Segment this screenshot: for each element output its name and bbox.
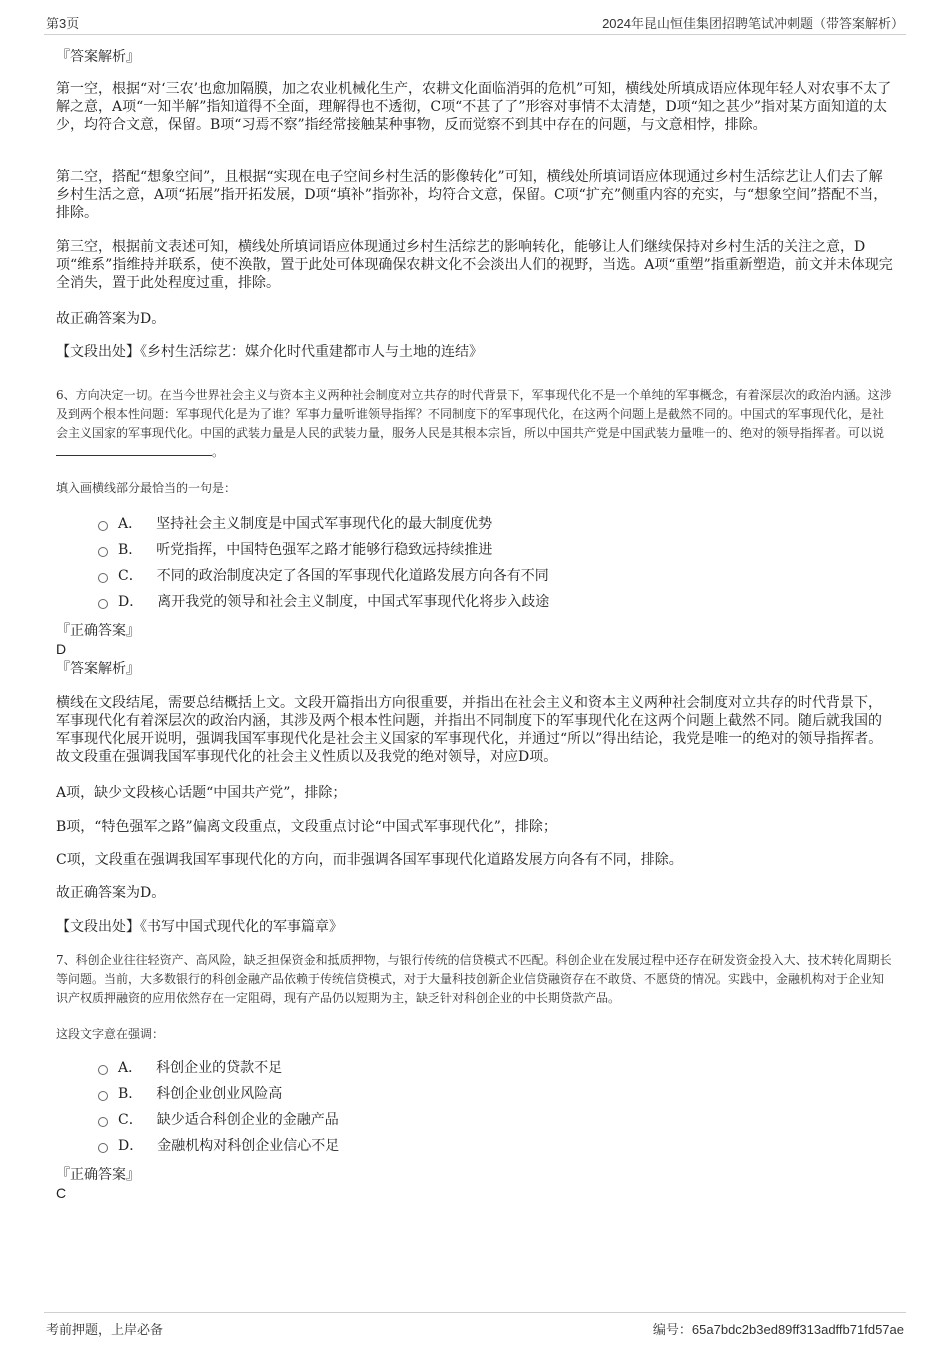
document-id: 编号：65a7bdc2b3ed89ff313adffb71fd57ae xyxy=(652,1322,904,1337)
q7-stem: 7、科创企业往往轻资产、高风险，缺乏担保资金和抵质押物，与银行传统的信贷模式不匹配。科创企业在发展过程中还存在研发资金投入大、技术转化周期长等问题。当前，大多数银行的科创金融产品依赖于传统信贷模式，对于大量科技创新企业信贷融资存在不敢贷、不愿贷的情况。实践中，金融机构对于企业知识产权质押融资的应用依然存在一定阻碍，现有产品仍以短期为主，缺乏针对科创企业的中长期贷款产品。 xyxy=(56,953,892,1005)
q6-stem-text: 6、方向决定一切。在当今世界社会主义与资本主义两种社会制度对立共存的时代背景下，军事现代化不是一个单纯的军事概念，有着深层次的政治内涵。这涉及到两个根本性问题：军事现代化是为了谁？军事力量听谁领导指挥？不同制度下的军事现代化，在这两个问题上是截然不同的。中国式的军事现代化，是社会主义国家的军事现代化。中国的武装力量是人民的武装力量，服务人民是其根本宗旨，所以中国共产党是中国武装力量唯一的、绝对的领导指挥者。可以说 xyxy=(56,388,892,440)
q6-note-c: C项，文段重在强调我国军事现代化的方向，而非强调各国军事现代化道路发展方向各有不同，排除。 xyxy=(56,852,683,868)
q6-analysis-label: 『答案解析』 xyxy=(56,661,140,677)
q5-analysis-label: 『答案解析』 xyxy=(56,49,140,65)
q6-note-b: B项，“特色强军之路”偏离文段重点，文段重点讨论“中国式军事现代化”，排除； xyxy=(56,819,557,835)
q7-option-b[interactable]: B． 科创企业创业风险高 xyxy=(98,1084,282,1104)
q5-analysis-para-3: 第三空，根据前文表述可知，横线处所填词语应体现通过乡村生活综艺的影响转化，能够让人们继续保持对乡村生活的关注之意，D项“维系”指维持并联系，使不涣散，置于此处可体现确保农耕文化不会淡出人们的视野，当选。A项“重塑”指重新塑造，前文并未体现完全消失，置于此处程度过重，排除。 xyxy=(56,239,893,291)
q7-option-c[interactable]: C． 缺少适合科创企业的金融产品 xyxy=(98,1110,339,1130)
q5-analysis-para-1: 第一空，根据“对‘三农’也愈加隔膜，加之农业机械化生产，农耕文化面临消弭的危机”可知，横线处所填成语应体现年轻人对农事不太了解之意，A项“一知半解”指知道得不全面，理解得也不透彻，C项“不甚了了”形容对事情不太清楚，D项“知之甚少”指对某方面知道的太少，均符合文意，保留。B项“习焉不察”指经常接触某种事物，反而觉察不到其中存在的问题，与文意相悖，排除。 xyxy=(56,81,892,133)
q5-conclusion: 故正确答案为D。 xyxy=(56,311,166,327)
radio-icon[interactable] xyxy=(98,1091,108,1101)
q5-source: 【文段出处】《乡村生活综艺：媒介化时代重建都市人与土地的连结》 xyxy=(56,344,483,360)
q6-option-b[interactable]: B． 听党指挥，中国特色强军之路才能够行稳致远持续推进 xyxy=(98,540,492,560)
q6-option-a[interactable]: A． 坚持社会主义制度是中国式军事现代化的最大制度优势 xyxy=(98,514,492,534)
radio-icon[interactable] xyxy=(98,1117,108,1127)
q6-answer: D xyxy=(56,641,67,657)
document-title: 2024年昆山恒佳集团招聘笔试冲刺题（带答案解析） xyxy=(602,16,904,31)
q6-option-d[interactable]: D． 离开我党的领导和社会主义制度，中国式军事现代化将步入歧途 xyxy=(98,592,549,612)
q6-prompt: 填入画横线部分最恰当的一句是： xyxy=(56,481,237,495)
radio-icon[interactable] xyxy=(98,1065,108,1075)
radio-icon[interactable] xyxy=(98,599,108,609)
q7-answer: C xyxy=(56,1185,67,1201)
radio-icon[interactable] xyxy=(98,1143,108,1153)
page-footer xyxy=(44,1312,906,1339)
q7-answer-label: 『正确答案』 xyxy=(56,1167,140,1183)
q7-option-d[interactable]: D． 金融机构对科创企业信心不足 xyxy=(98,1136,339,1156)
footer-slogan: 考前押题，上岸必备 xyxy=(46,1323,164,1338)
q6-source: 【文段出处】《书写中国式现代化的军事篇章》 xyxy=(56,919,343,935)
radio-icon[interactable] xyxy=(98,547,108,557)
q5-analysis-para-2: 第二空，搭配“想象空间”，且根据“实现在电子空间乡村生活的影像转化”可知，横线处所填词语应体现通过乡村生活综艺让人们去了解乡村生活之意，A项“拓展”指开拓发展，D项“填补”指弥补，均符合文意，保留。C项“扩充”侧重内容的充实，与“想象空间”搭配不当，排除。 xyxy=(56,169,888,221)
q6-conclusion: 故正确答案为D。 xyxy=(56,885,166,901)
q6-note-a: A项，缺少文段核心话题“中国共产党”，排除； xyxy=(56,785,347,801)
radio-icon[interactable] xyxy=(98,573,108,583)
page-header xyxy=(44,10,906,35)
radio-icon[interactable] xyxy=(98,521,108,531)
q6-stem xyxy=(56,386,894,462)
fill-blank xyxy=(56,443,212,456)
q7-prompt: 这段文字意在强调： xyxy=(56,1027,165,1041)
page-number: 第3页 xyxy=(46,16,80,31)
q6-option-c[interactable]: C． 不同的政治制度决定了各国的军事现代化道路发展方向各有不同 xyxy=(98,566,549,586)
q7-option-a[interactable]: A． 科创企业的贷款不足 xyxy=(98,1058,282,1078)
q6-analysis: 横线在文段结尾，需要总结概括上文。文段开篇指出方向很重要，并指出在社会主义和资本主义两种社会制度对立共存的时代背景下，军事现代化有着深层次的政治内涵，其涉及两个根本性问题，并指出不同制度下的军事现代化在这两个问题上截然不同。随后就我国的军事现代化展开说明，强调我国军事现代化是社会主义国家的军事现代化，并通过“所以”得出结论，我党是唯一的绝对的领导指挥者。故文段重在强调我国军事现代化的社会主义性质以及我党的绝对领导，对应D项。 xyxy=(56,695,883,765)
q6-answer-label: 『正确答案』 xyxy=(56,623,140,639)
q6-stem-end: 。 xyxy=(212,445,225,459)
